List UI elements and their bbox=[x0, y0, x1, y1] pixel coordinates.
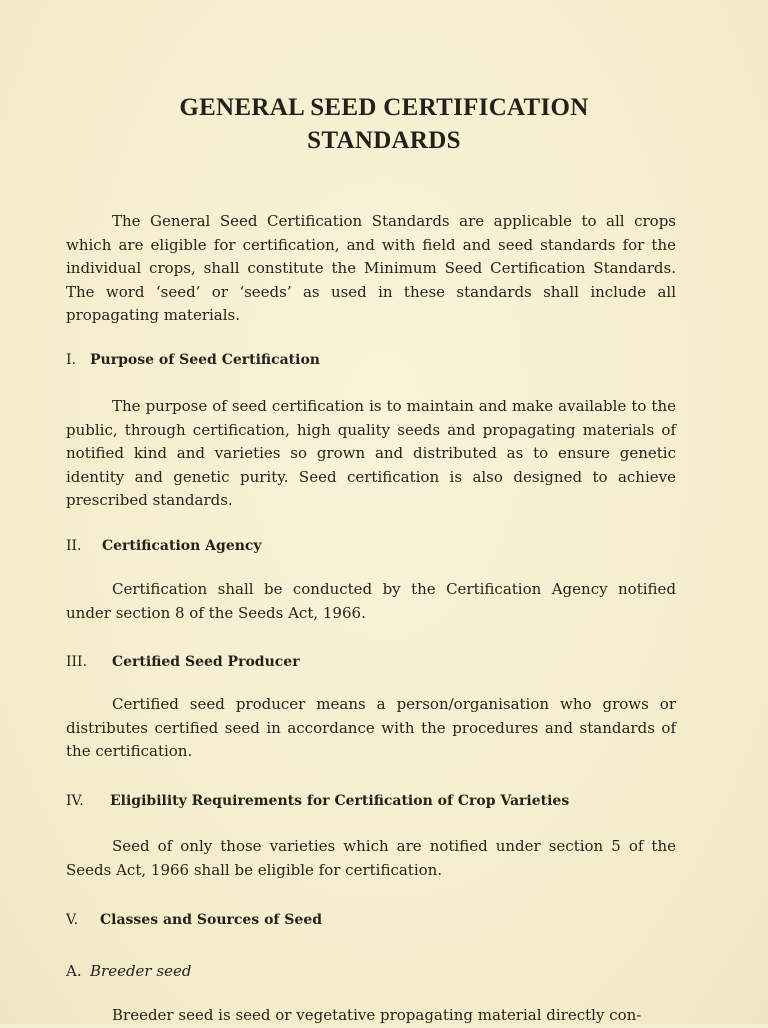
section-body-eligibility bbox=[66, 835, 676, 882]
subsection-letter: A. bbox=[66, 962, 82, 980]
section-number: I. bbox=[66, 352, 76, 368]
subsection-body-breeder-seed bbox=[66, 1004, 676, 1028]
subsection-heading-breeder-seed bbox=[66, 962, 191, 980]
section-body-text: Seed of only those varieties which are notified under section 5 of the Seeds Act, 1966 shall be eligible for certification. bbox=[66, 837, 676, 879]
section-title: Certification Agency bbox=[102, 538, 262, 554]
section-body-text: Certified seed producer means a person/organisation who grows or distributes certified seed in accordance with the procedures and standards of the certification. bbox=[66, 695, 676, 761]
section-heading-classes bbox=[66, 912, 322, 928]
section-heading-eligibility bbox=[66, 793, 569, 809]
section-heading-producer bbox=[66, 654, 300, 670]
section-heading-purpose bbox=[66, 352, 320, 368]
section-body-agency bbox=[66, 578, 676, 625]
subsection-body-text: Breeder seed is seed or vegetative propagating material directly con- bbox=[112, 1006, 642, 1024]
section-body-text: The purpose of seed certification is to maintain and make available to the public, through certification, high quality seeds and propagating materials of notified kind and varieties so grown and distributed as to ensure genetic identity and genetic purity. Seed certification is also designed to achieve prescribed standards. bbox=[66, 397, 676, 510]
document-title-line-2: STANDARDS bbox=[307, 127, 461, 154]
section-title: Purpose of Seed Certification bbox=[90, 352, 320, 368]
section-number: V. bbox=[66, 912, 79, 928]
section-body-text: Certification shall be conducted by the Certification Agency notified under section 8 of the Seeds Act, 1966. bbox=[66, 580, 676, 622]
section-number: II. bbox=[66, 538, 82, 554]
section-number: IV. bbox=[66, 793, 84, 809]
section-title: Eligibility Requirements for Certification of Crop Varieties bbox=[110, 793, 570, 809]
section-title: Certified Seed Producer bbox=[112, 654, 300, 670]
document-title-line-1: GENERAL SEED CERTIFICATION bbox=[179, 94, 589, 121]
section-number: III. bbox=[66, 654, 88, 670]
section-body-purpose bbox=[66, 395, 676, 513]
intro-text: The General Seed Certification Standards are applicable to all crops which are eligible for certification, and with field and seed standards for the individual crops, shall constitute the Minimum Seed Certification Standards. The word ‘seed’ or ‘seeds’ as used in these standards shall include all propagating materials. bbox=[66, 212, 676, 325]
section-body-producer bbox=[66, 693, 676, 764]
section-heading-agency bbox=[66, 538, 262, 554]
section-title: Classes and Sources of Seed bbox=[100, 912, 323, 928]
intro-paragraph bbox=[66, 210, 676, 328]
subsection-title: Breeder seed bbox=[90, 962, 192, 980]
